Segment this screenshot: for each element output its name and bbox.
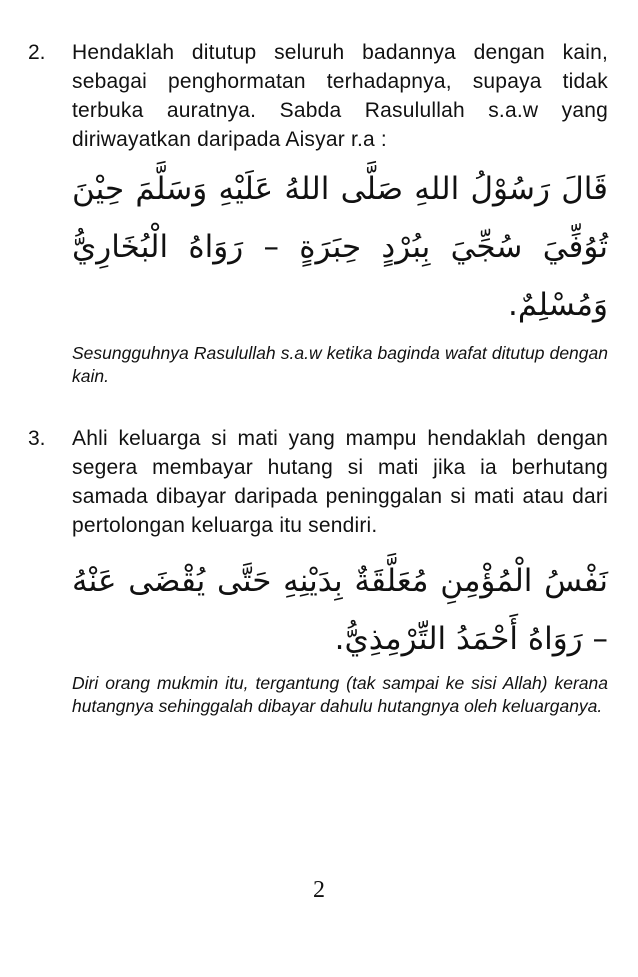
arabic-hadith: قَالَ رَسُوْلُ اللهِ صَلَّى اللهُ عَلَيْهِ وَسَلَّمَ حِيْنَ تُوُفِّيَ سُجِّيَ بِبُرْدٍ حِبَرَةٍ – رَوَاهُ الْبُخَارِيُّ وَمُسْلِمٌ. [72, 171, 608, 323]
item-number: 2. [28, 41, 46, 64]
page-number: 2 [313, 877, 325, 903]
item-text: Ahli keluarga si mati yang mampu hendaklah dengan segera membayar hutang si mati jika ia berhutang samada dibayar daripada peninggalan si mati atau dari pertolongan keluarga itu sendiri. [72, 427, 608, 537]
item-body [72, 38, 608, 388]
list-item-3 [28, 424, 608, 784]
item-body [72, 424, 608, 718]
hadith-translation: Diri orang mukmin itu, tergantung (tak sampai ke sisi Allah) kerana hutangnya sehinggalah dibayar dahulu hutangnya oleh keluarganya. [72, 673, 608, 716]
hadith-translation: Sesungguhnya Rasulullah s.a.w ketika baginda wafat ditutup dengan kain. [72, 343, 608, 386]
item-text: Hendaklah ditutup seluruh badannya dengan kain, sebagai penghormatan terhadapnya, supaya tidak terbuka auratnya. Sabda Rasulullah s.a.w yang diriwayatkan daripada Aisyar r.a : [72, 41, 608, 151]
arabic-hadith: نَفْسُ الْمُؤْمِنِ مُعَلَّقَةٌ بِدَيْنِهِ حَتَّى يُقْضَى عَنْهُ – رَوَاهُ أَحْمَدُ التِّرْمِذِيُّ. [72, 563, 608, 657]
item-number: 3. [28, 427, 46, 450]
list-item-2 [28, 38, 608, 418]
